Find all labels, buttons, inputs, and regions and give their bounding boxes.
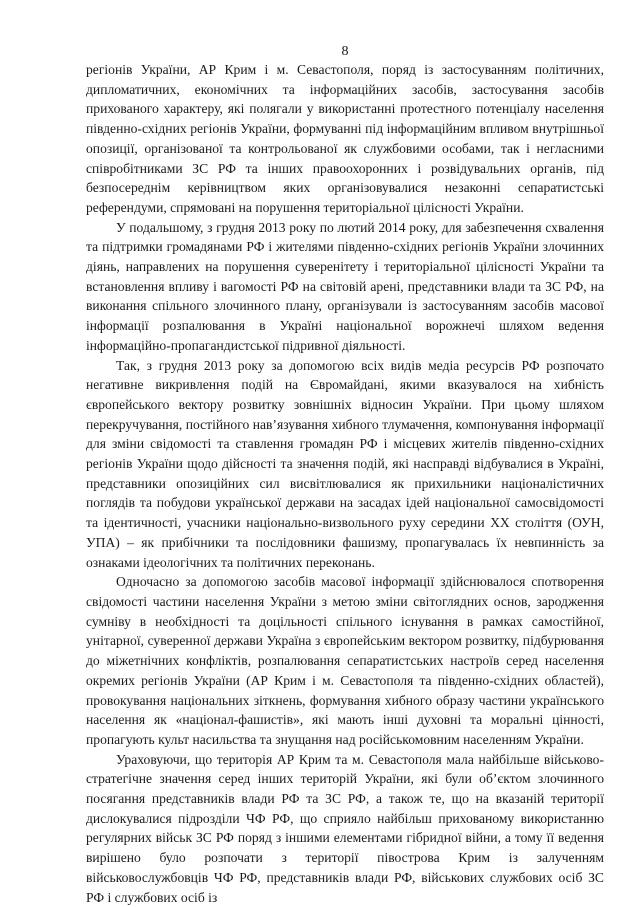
paragraph-subsequent-events: У подальшому, з грудня 2013 року по лютий 2014 року, для забезпечення схвалення та підтримки громадянами РФ і жителями південно-східних регіонів України злочинних діянь, направлених на порушення суверенітету і територіальної цілісності України та встановлення впливу і вагомості РФ на світовій арені, представники влади та ЗС РФ, на виконання спільного злочинного плану, організували із застосуванням засобів масової інформації розпалювання в Україні національної ворожнечі шляхом ведення інформаційно-пропагандистської підривної діяльності. [86,219,604,353]
paragraph-consciousness-distortion: Одночасно за допомогою засобів масової інформації здійснювалося спотворення свідомості частини населення України з метою зміни світоглядних основ, зародження сумніву в необхідності та доцільності спільного існування в рамках самостійної, унітарної, суверенної держави Україна з європейським вектором розвитку, підбурювання до міжетнічних конфліктів, розпалювання сепаратистських настроїв серед населення окремих регіонів України (АР Крим і м. Севастополя та південно-східних областей), провокування національних зіткнень, формування хибного образу частини українського населення як «націонал-фашистів», які мають інші духовні та моральні цінності, пропагують культ насильства та знущання над російськомовним населенням України. [86,574,604,747]
paragraph-crimea-strategic: Ураховуючи, що територія АР Крим та м. Севастополя мала найбільше військово-стратегічне значення серед інших територій України, які були об’єктом злочинного посягання представників влади РФ та ЗС РФ, а також те, що на вказаній території дислокувалися підрозділи ЧФ РФ, що сприяло найбільш прихованому використанню регулярних військ ЗС РФ поряд з іншими елементами гібридної війни, а тому її ведення вирішено було розпочати з території півострова Крим із залученням військовослужбовців ЧФ РФ, представників влади РФ, військових службових осіб ЗС РФ і службових осіб із [86,751,604,905]
page-number: 8 [341,44,349,59]
paragraph-continuation: регіонів України, АР Крим і м. Севастополя, поряд із застосуванням політичних, дипломатичних, економічних та інформаційних засобів, застосування засобів прихованого характеру, які полягали у використанні протестного потенціалу населення південно-східних регіонів України, формуванні під інформаційним впливом внутрішньої опозиції, організованої та контрольованої як службовими особами, так і негласними співробітниками ЗС РФ та інших правоохоронних і розвідувальних органів, під безпосереднім керівництвом яких організовувалися незаконні сепаратистські референдуми, спрямовані на порушення територіальної цілісності України. [86,62,604,215]
paragraph-media-distortion: Так, з грудня 2013 року за допомогою всіх видів медіа ресурсів РФ розпочато негативне викривлення подій на Євромайдані, якими вказувалося на хибність європейського вектору розвитку зовнішніх відносин України. При цьому шляхом перекручування, постійного нав’язування хибного тлумачення, компонування інформації для зміни свідомості та ставлення громадян РФ і місцевих жителів південно-східних регіонів України щодо дійсності та значення подій, які насправді відбувалися в Україні, представники опозиційних сил висвітлювалися як прихильники націоналістичних поглядів та побудови української держави на засадах ідей національної самосвідомості та ідентичності, учасники національно-визвольного руху середини ХХ століття (ОУН, УПА) – як прибічники та послідовники фашизму, пропагувалась їх невпинність за ознаками ідеологічних та політичних переконань. [86,357,604,570]
